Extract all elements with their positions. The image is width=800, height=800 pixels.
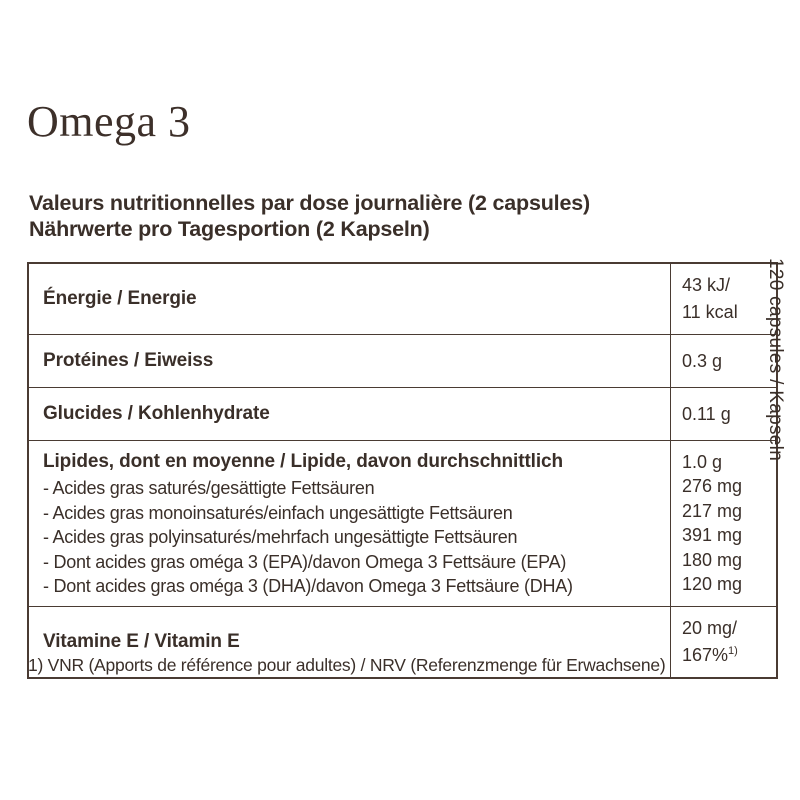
footnote-marker: 1) [728,644,738,657]
nutrient-label-lipids [28,441,671,607]
nutrient-value: 1.0 g [682,451,723,472]
nutrient-value-line-1: 43 kJ/ [682,275,731,295]
footnote-text: 1) VNR (Apports de référence pour adultes) / NRV (Referenzmenge für Erwachsene) [28,655,666,675]
nutrient-name: Vitamine E / Vitamin E [43,630,240,652]
nutrition-heading-line-fr: Valeurs nutritionnelles par dose journalière (2 capsules) [29,191,590,215]
nutrient-value-proteins [671,335,778,388]
nutrient-subline-saturated: - Acides gras saturés/gesättigte Fettsäuren [43,478,375,498]
nutrient-subline-monounsaturated: - Acides gras monoinsaturés/einfach ungesättigte Fettsäuren [43,502,513,523]
nutrition-heading [29,190,759,242]
nutrient-value-line-2 [682,642,776,669]
nutrient-label-carbohydrates [28,388,671,441]
nutrient-value-monounsaturated: 217 mg [682,500,743,521]
capsule-count-label: 120 capsules / Kapseln [765,258,786,462]
nutrient-value: 0.11 g [682,403,731,424]
table-row-energy [28,263,777,335]
nutrient-value-omega3-epa: 180 mg [682,549,743,570]
nutrient-value-polyunsaturated: 391 mg [682,525,743,546]
nutrient-value-omega3-dha: 120 mg [682,574,743,595]
nutrient-name: Énergie / Energie [43,288,197,309]
nutrient-label-energy [28,263,671,335]
page-title: Omega 3 [27,97,191,146]
nutrient-name: Glucides / Kohlenhydrate [43,403,270,424]
table-row-proteins [28,335,777,388]
nutrient-value: 0.3 g [682,350,723,371]
nutrient-label-proteins [28,335,671,388]
nutrient-value-line-2: 11 kcal [682,302,738,322]
nutrient-name: Protéines / Eiweiss [43,350,214,371]
nutrient-value-carbohydrates [671,388,778,441]
nutrient-value-line-1: 20 mg/ [682,617,738,638]
nutrient-value-lipids [671,441,778,607]
nutrient-value-energy [671,263,778,335]
nutrient-subline-omega3-dha: - Dont acides gras oméga 3 (DHA)/davon Omega 3 Fettsäure (DHA) [43,576,573,596]
table-row-carbohydrates [28,388,777,441]
nutrient-name: Lipides, dont en moyenne / Lipide, davon durchschnittlich [43,451,564,472]
nutrient-subline-omega3-epa: - Dont acides gras oméga 3 (EPA)/davon Omega 3 Fettsäure (EPA) [43,551,567,572]
nutrient-value-vitamin-e [671,606,778,678]
table-row-lipids [28,441,777,607]
nutrient-value-percent: 167% [682,644,729,665]
nutrition-heading-line-de: Nährwerte pro Tagesportion (2 Kapseln) [29,217,430,241]
nutrition-facts-table [27,262,778,679]
nutrient-value-saturated: 276 mg [682,476,743,497]
nutrient-subline-polyunsaturated: - Acides gras polyinsaturés/mehrfach ungesättigte Fettsäuren [43,527,518,547]
